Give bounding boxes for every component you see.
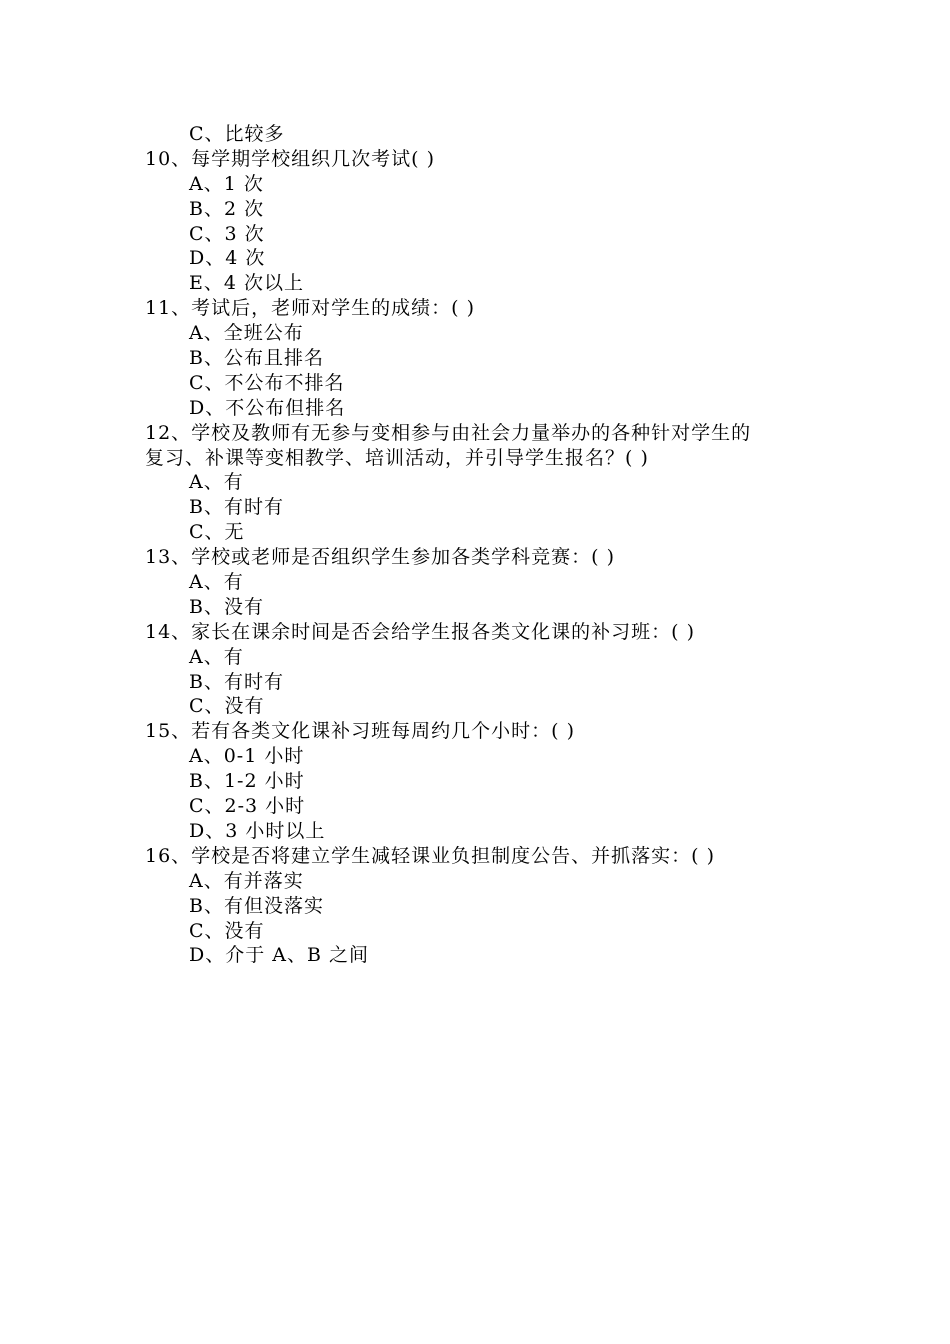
option-line: C、无: [189, 521, 245, 544]
option-line: C、比较多: [189, 123, 285, 145]
option-line: A、有并落实: [189, 869, 304, 892]
question-line: 15、若有各类文化课补习班每周约几个小时：( ): [145, 720, 576, 743]
option-line: C、不公布不排名: [189, 371, 345, 394]
questionnaire-content: [145, 122, 825, 968]
option-line: D、3 小时以上: [189, 819, 326, 842]
option-line: D、不公布但排名: [189, 396, 346, 419]
question-line: 11、考试后，老师对学生的成绩：( ): [145, 297, 476, 320]
option-line: C、3 次: [189, 222, 265, 245]
option-line: A、有: [189, 645, 244, 668]
option-line: D、4 次: [189, 247, 266, 270]
option-line: B、有但没落实: [189, 894, 324, 917]
question-line: 16、学校是否将建立学生减轻课业负担制度公告、并抓落实：( ): [145, 844, 716, 867]
option-line: B、1-2 小时: [189, 770, 305, 793]
option-line: A、有: [189, 471, 244, 494]
option-line: B、有时有: [189, 496, 284, 519]
option-line: A、1 次: [189, 172, 264, 195]
option-line: C、没有: [189, 919, 265, 942]
option-line: B、没有: [189, 595, 264, 618]
question-line: 13、学校或老师是否组织学生参加各类学科竞赛：( ): [145, 546, 616, 569]
option-line: B、有时有: [189, 670, 284, 693]
option-line: C、2-3 小时: [189, 795, 306, 818]
option-line: B、2 次: [189, 197, 265, 220]
question-line: 14、家长在课余时间是否会给学生报各类文化课的补习班：( ): [145, 620, 696, 643]
option-line: E、4 次以上: [189, 272, 304, 295]
question-line: 10、每学期学校组织几次考试( ): [145, 147, 436, 170]
question-continuation-line: 复习、补课等变相教学、培训活动，并引导学生报名？( ): [145, 446, 649, 469]
question-line: 12、学校及教师有无参与变相参与由社会力量举办的各种针对学生的: [145, 421, 752, 444]
option-line: B、公布且排名: [189, 347, 324, 370]
option-line: C、没有: [189, 695, 265, 718]
option-line: A、0-1 小时: [189, 745, 305, 768]
option-line: A、全班公布: [189, 322, 304, 345]
option-line: D、介于 A、B 之间: [189, 944, 369, 967]
option-line: A、有: [189, 571, 244, 594]
